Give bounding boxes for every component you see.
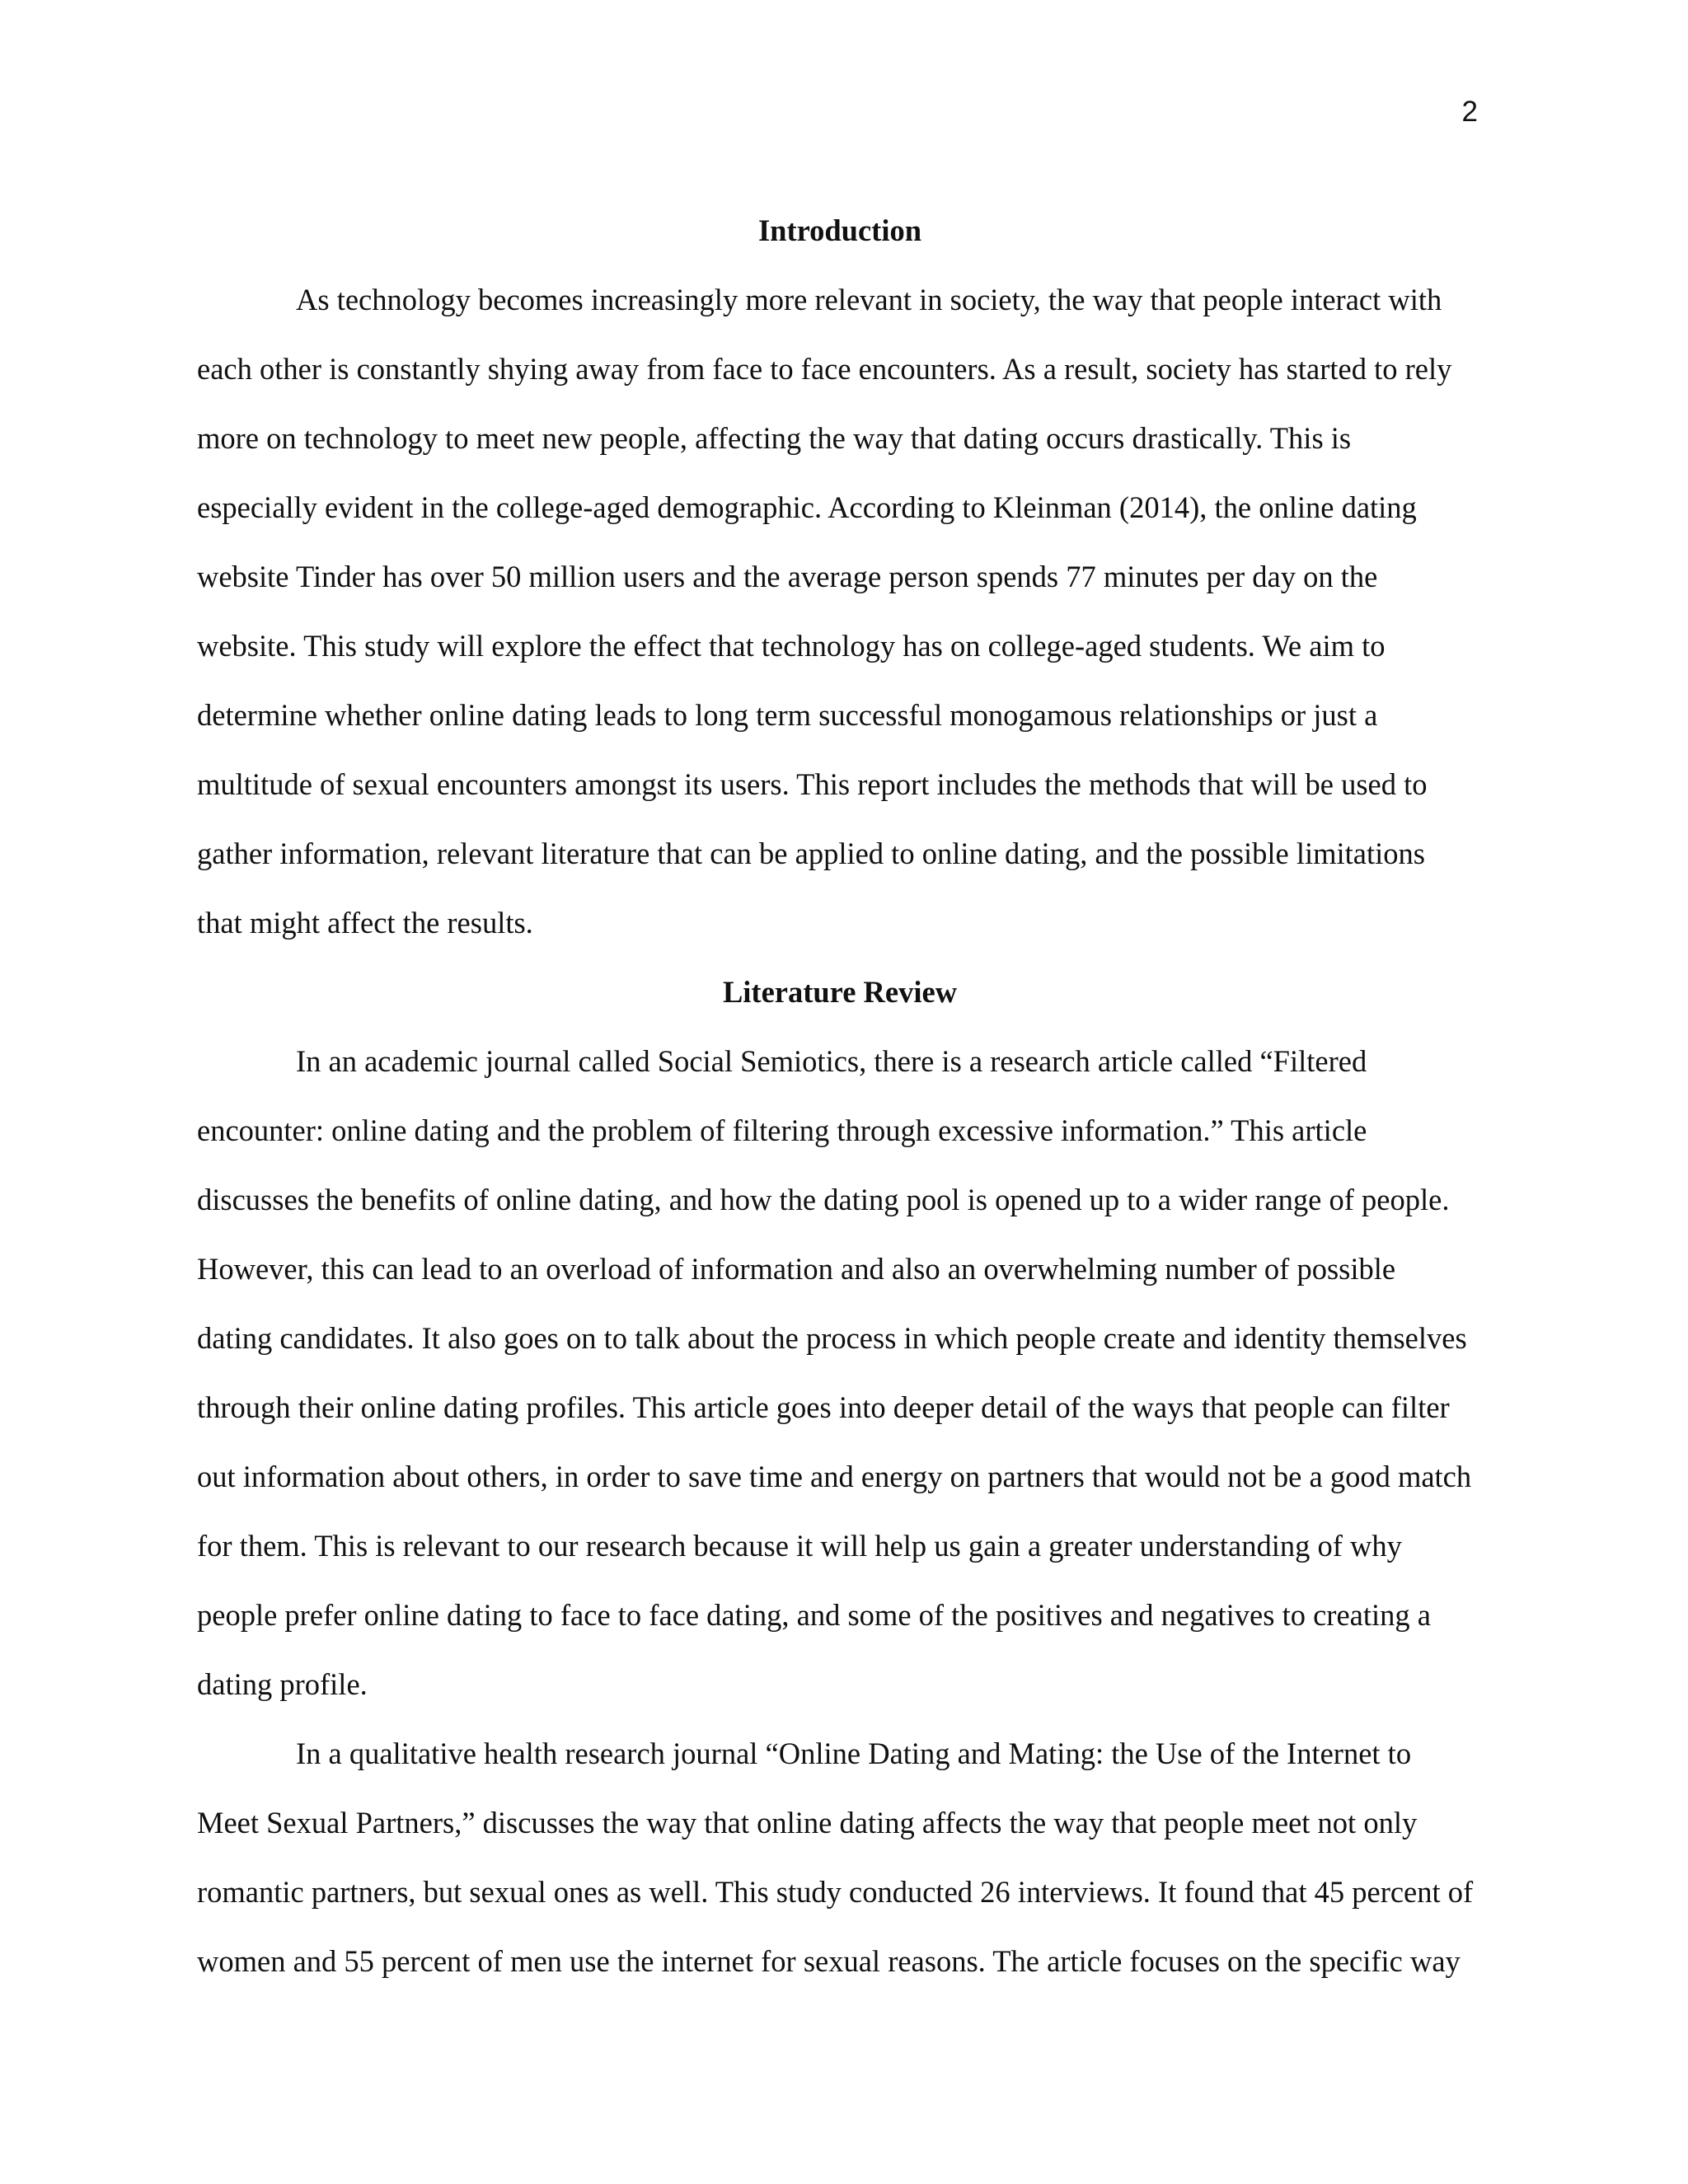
text-line: In an academic journal called Social Semiotics, there is a research article called “Filtered <box>296 1044 1367 1078</box>
text-line: that might affect the results. <box>197 906 533 940</box>
text-line: out information about others, in order to save time and energy on partners that would not be a good match <box>197 1460 1472 1493</box>
text-line: determine whether online dating leads to long term successful monogamous relationships or just a <box>197 698 1378 732</box>
text-line: romantic partners, but sexual ones as well. This study conducted 26 interviews. It found that 45 percent of <box>197 1875 1474 1909</box>
paragraph <box>197 1027 1483 1719</box>
text-line: website. This study will explore the effect that technology has on college-aged students. We aim to <box>197 629 1386 663</box>
text-line: encounter: online dating and the problem of filtering through excessive information.” This article <box>197 1113 1367 1147</box>
text-line: each other is constantly shying away from face to face encounters. As a result, society has started to rely <box>197 352 1452 386</box>
page-number: 2 <box>1461 96 1478 128</box>
text-line: women and 55 percent of men use the internet for sexual reasons. The article focuses on the specific way <box>197 1944 1461 1978</box>
text-line: people prefer online dating to face to face dating, and some of the positives and negatives to creating a <box>197 1598 1431 1632</box>
section-heading: Introduction <box>757 213 922 247</box>
paragraph <box>197 1719 1483 1996</box>
text-line: for them. This is relevant to our research because it will help us gain a greater understanding of why <box>197 1529 1402 1563</box>
text-line: Meet Sexual Partners,” discusses the way that online dating affects the way that people meet not only <box>197 1806 1418 1840</box>
document-body <box>197 196 1483 1996</box>
text-line: In a qualitative health research journal “Online Dating and Mating: the Use of the Internet to <box>296 1736 1412 1770</box>
text-line: through their online dating profiles. This article goes into deeper detail of the ways that people can filter <box>197 1390 1450 1424</box>
section-introduction <box>197 196 1483 958</box>
text-line: multitude of sexual encounters amongst its users. This report includes the methods that will be used to <box>197 767 1428 801</box>
text-line: more on technology to meet new people, affecting the way that dating occurs drastically. This is <box>197 421 1352 455</box>
text-line: gather information, relevant literature that can be applied to online dating, and the possible limitations <box>197 837 1425 870</box>
text-line: As technology becomes increasingly more relevant in society, the way that people interact with <box>296 283 1442 316</box>
text-line: However, this can lead to an overload of information and also an overwhelming number of possible <box>197 1252 1396 1286</box>
text-line: especially evident in the college-aged demographic. According to Kleinman (2014), the online dating <box>197 490 1417 524</box>
text-line: dating candidates. It also goes on to talk about the process in which people create and identity themselves <box>197 1321 1467 1355</box>
section-heading: Literature Review <box>722 975 958 1009</box>
text-line: dating profile. <box>197 1667 368 1701</box>
text-line: website Tinder has over 50 million users and the average person spends 77 minutes per day on the <box>197 560 1378 593</box>
text-line: discusses the benefits of online dating, and how the dating pool is opened up to a wider range of people. <box>197 1183 1450 1216</box>
section-literature-review <box>197 958 1483 1996</box>
paragraph <box>197 265 1483 958</box>
